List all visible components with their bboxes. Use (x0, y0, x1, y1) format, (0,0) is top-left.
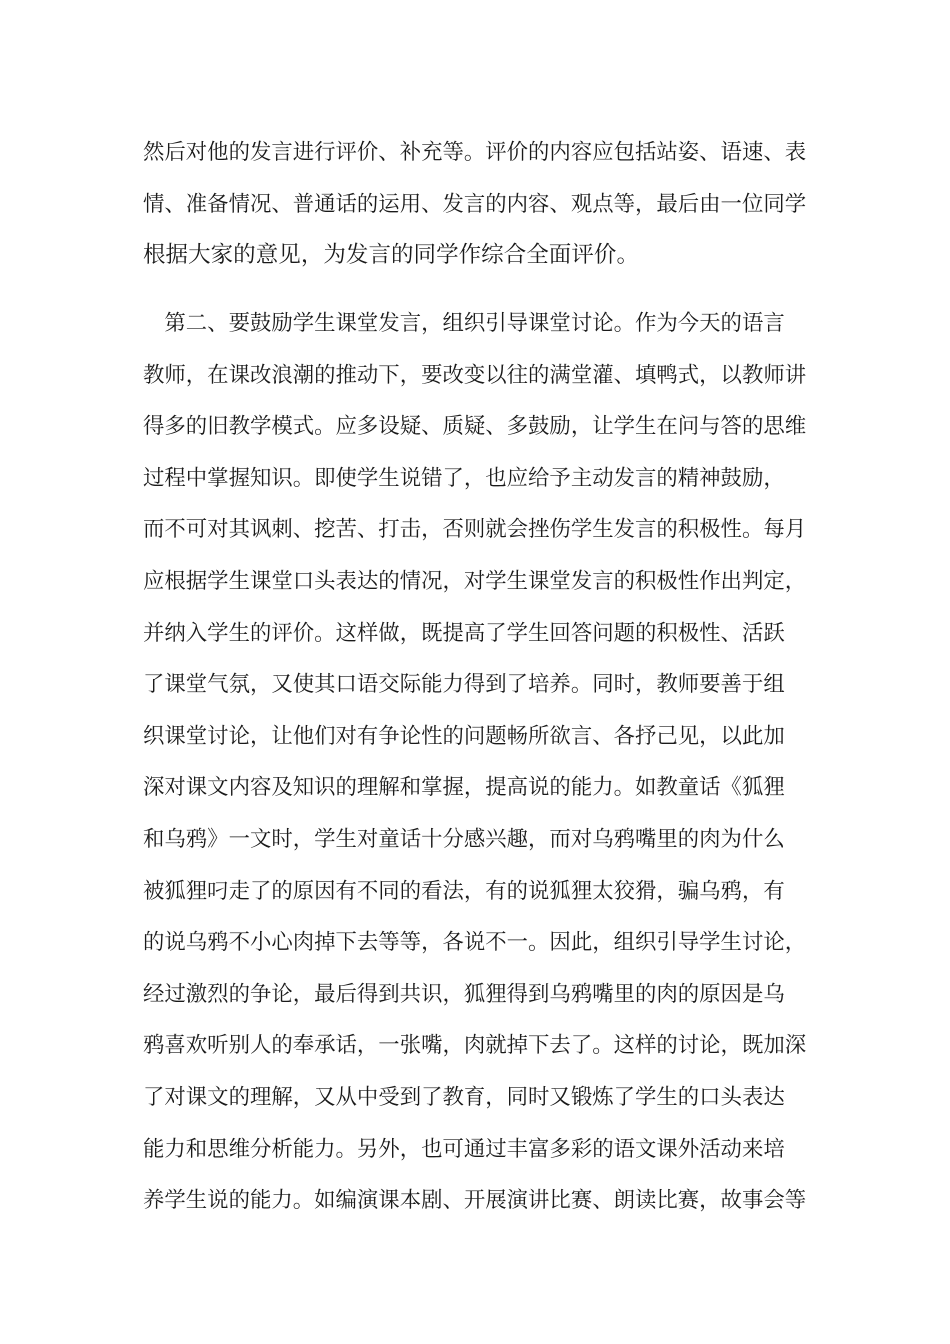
text-line: 鸦喜欢听别人的奉承话，一张嘴，肉就掉下去了。这样的讨论，既加深 (143, 1033, 807, 1059)
text-line: 并纳入学生的评价。这样做，既提高了学生回答问题的积极性、活跃 (143, 620, 785, 646)
text-line: 织课堂讨论，让他们对有争论性的问题畅所欲言、各抒己见，以此加 (143, 723, 785, 749)
text-line: 了对课文的理解，又从中受到了教育，同时又锻炼了学生的口头表达 (143, 1084, 785, 1110)
text-line: 过程中掌握知识。即使学生说错了，也应给予主动发言的精神鼓励， (143, 465, 785, 491)
text-line: 的说乌鸦不小心肉掉下去等等，各说不一。因此，组织引导学生讨论， (143, 930, 807, 956)
text-line: 然后对他的发言进行评价、补充等。评价的内容应包括站姿、语速、表 (143, 140, 807, 165)
text-line: 应根据学生课堂口头表达的情况，对学生课堂发言的积极性作出判定， (143, 568, 807, 594)
text-line: 被狐狸叼走了的原因有不同的看法，有的说狐狸太狡猾，骗乌鸦，有 (143, 878, 785, 904)
text-line: 教师，在课改浪潮的推动下，要改变以往的满堂灌、填鸭式，以教师讲 (143, 362, 807, 388)
text-line: 养学生说的能力。如编演课本剧、开展演讲比赛、朗读比赛，故事会等 (143, 1188, 807, 1214)
text-line: 得多的旧教学模式。应多设疑、质疑、多鼓励，让学生在问与答的思维 (143, 414, 807, 440)
text-line: 经过激烈的争论，最后得到共识，狐狸得到乌鸦嘴里的肉的原因是乌 (143, 981, 785, 1007)
text-line: 能力和思维分析能力。另外，也可通过丰富多彩的语文课外活动来培 (143, 1136, 785, 1162)
text-line: 了课堂气氛，又使其口语交际能力得到了培养。同时，教师要善于组 (143, 672, 785, 698)
paragraph-evaluation (143, 127, 806, 282)
text-line: 根据大家的意见，为发言的同学作综合全面评价。 (143, 242, 639, 269)
text-line: 情、准备情况、普通话的运用、发言的内容、观点等，最后由一位同学 (143, 191, 807, 217)
text-line: 而不可对其讽刺、挖苦、打击，否则就会挫伤学生发言的积极性。每月 (143, 517, 807, 543)
text-line: 第二、要鼓励学生课堂发言，组织引导课堂讨论。作为今天的语言 (143, 311, 785, 336)
paragraph-encourage-speaking (143, 298, 806, 1227)
text-line: 和乌鸦》一文时，学生对童话十分感兴趣，而对乌鸦嘴里的肉为什么 (143, 826, 785, 852)
text-line: 深对课文内容及知识的理解和掌握，提高说的能力。如教童话《狐狸 (143, 775, 785, 801)
